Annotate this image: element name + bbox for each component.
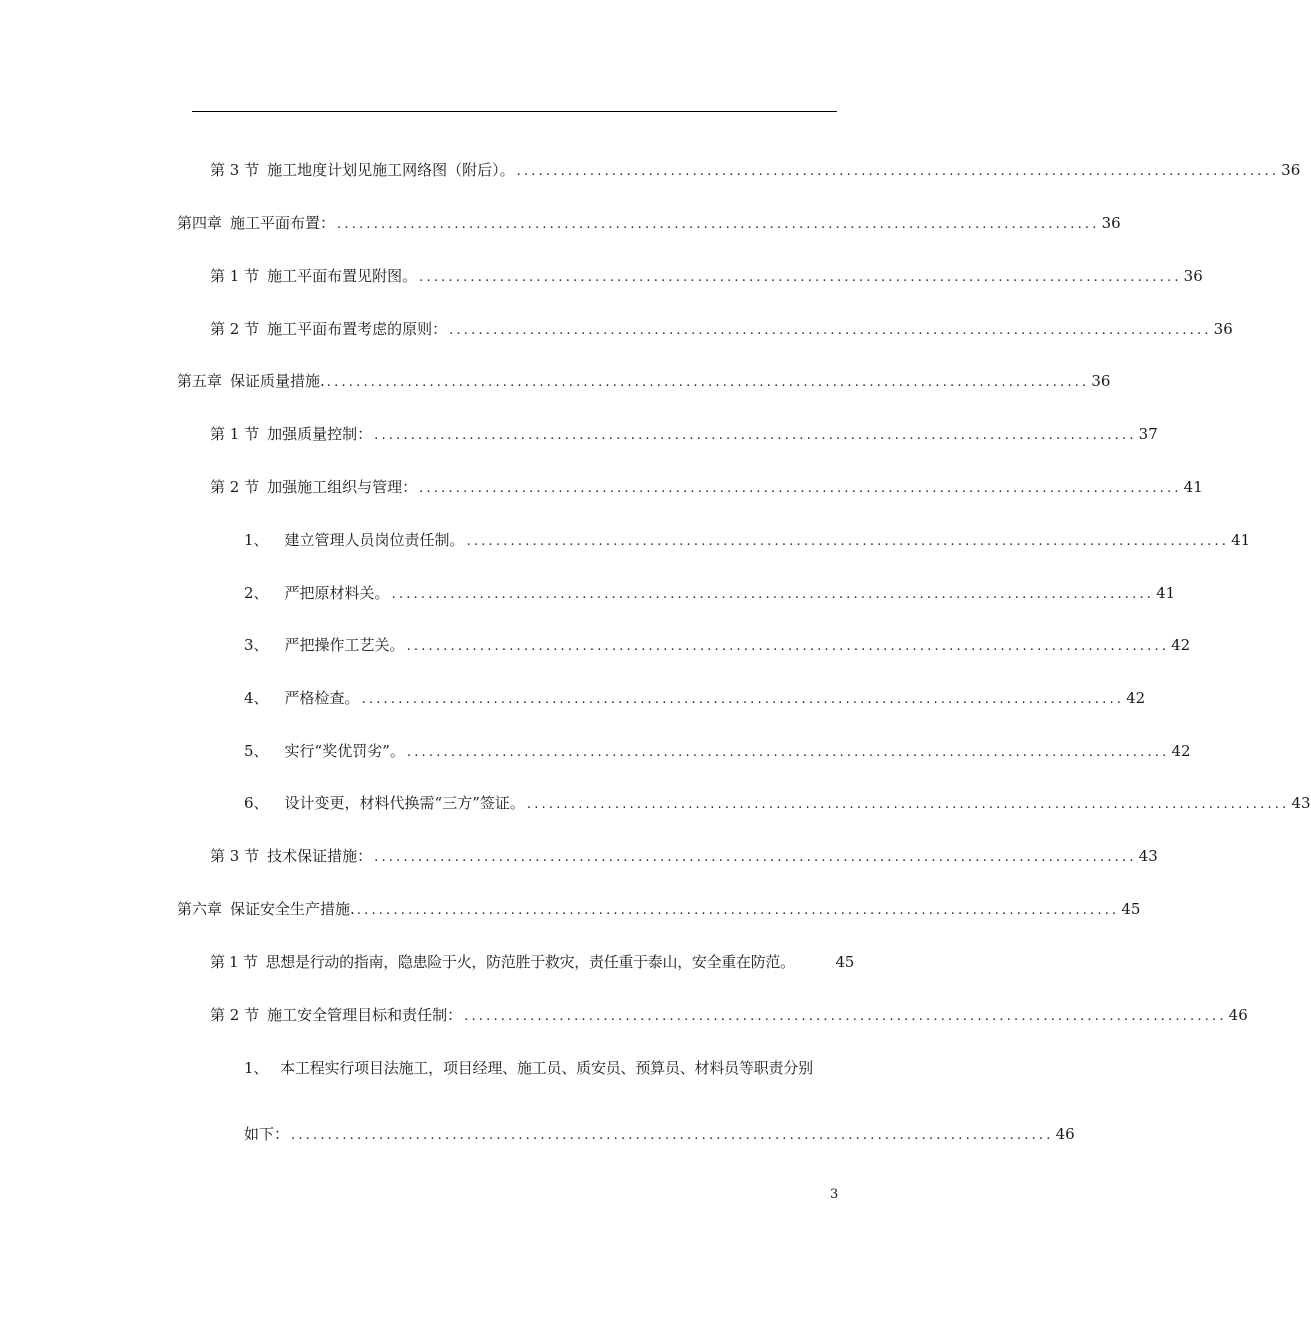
toc-page-number: 42 [1171, 742, 1191, 760]
toc-entry[interactable] [177, 898, 1141, 920]
toc-entry-title: 第六章 保证安全生产措施. [177, 900, 355, 918]
toc-entry-title: 6、 设计变更，材料代换需“三方”签证。 [244, 794, 525, 812]
toc-leader-dots: ........................................................................................................ [419, 481, 1182, 496]
toc-entry-title: 3、 严把操作工艺关。 [244, 636, 405, 654]
toc-page-number: 43 [1291, 794, 1311, 812]
toc-entry-title: 第 3 节 技术保证措施： [210, 847, 373, 865]
toc-leader-dots: ........................................................................................................ [291, 1128, 1054, 1143]
toc-page-number: 43 [1138, 847, 1158, 865]
toc-entry[interactable] [210, 951, 854, 973]
header-rule [192, 111, 837, 112]
toc-leader-dots: ........................................................................................................ [464, 1009, 1227, 1024]
toc-entry-title: 1、 建立管理人员岗位责任制。 [244, 531, 465, 549]
toc-entry[interactable] [244, 582, 1176, 604]
toc-entry[interactable] [210, 423, 1158, 445]
toc-page-number: 46 [1055, 1125, 1075, 1143]
toc-entry-title: 第五章 保证质量措施. [177, 372, 325, 390]
toc-page-number: 36 [1101, 214, 1121, 232]
toc-leader-dots: ........................................................................................................ [516, 164, 1280, 179]
toc-entry[interactable] [210, 318, 1233, 340]
toc-entry[interactable] [244, 792, 1311, 814]
toc-entry-title: 第四章 施工平面布置： [177, 214, 336, 232]
toc-entry[interactable] [210, 845, 1158, 867]
toc-leader-dots: ........................................................................................................ [356, 903, 1120, 918]
toc-page-number: 36 [1091, 372, 1111, 390]
toc-leader-dots: ........................................................................................................ [326, 375, 1090, 390]
toc-leader-dots: ........................................................................................................ [466, 534, 1230, 549]
toc-entry-title: 如下： [244, 1125, 290, 1143]
toc-leader-dots: ........................................................................................................ [337, 217, 1100, 232]
toc-page-number: 46 [1228, 1006, 1248, 1024]
toc-entry-title: 第 1 节 施工平面布置见附图。 [210, 267, 418, 285]
toc-entry-wrapped-line2[interactable] [244, 1123, 1075, 1145]
toc-leader-dots: ........................................................................................................ [406, 745, 1170, 760]
toc-entry-title: 第 2 节 加强施工组织与管理： [210, 478, 418, 496]
toc-entry[interactable] [210, 159, 1301, 181]
toc-page-number: 36 [1183, 267, 1203, 285]
toc-page-number: 41 [1183, 478, 1203, 496]
page-number: 3 [830, 1187, 839, 1202]
toc-entry-title: 本工程实行项目法施工，项目经理、施工员、质安员、预算员、材料员等职责分别 [280, 1059, 813, 1077]
toc-leader-dots: ........................................................................................................ [449, 323, 1212, 338]
toc-page-number: 36 [1213, 320, 1233, 338]
toc-page-number: 37 [1138, 425, 1158, 443]
toc-entry-title: 第 3 节 施工地度计划见施工网络图（附后）。 [210, 161, 515, 179]
toc-entry[interactable] [177, 370, 1111, 392]
toc-entry[interactable] [177, 212, 1121, 234]
toc-leader-dots: ........................................................................................................ [526, 797, 1290, 812]
toc-leader-dots: ........................................................................................................ [391, 587, 1155, 602]
toc-entry[interactable] [244, 529, 1251, 551]
toc-entry[interactable] [210, 265, 1203, 287]
toc-leader-dots: ........................................................................................................ [406, 639, 1170, 654]
toc-entry-number: 1、 [244, 1059, 269, 1077]
toc-page-number: 45 [835, 953, 854, 971]
toc-page-number: 42 [1126, 689, 1146, 707]
toc-leader-dots: ........................................................................................................ [361, 692, 1125, 707]
toc-entry[interactable] [210, 476, 1203, 498]
toc-entry-title: 4、 严格检查。 [244, 689, 360, 707]
toc-leader-dots: ........................................................................................................ [419, 270, 1182, 285]
toc-page-number: 41 [1156, 584, 1176, 602]
toc-entry[interactable] [210, 1004, 1248, 1026]
toc-entry-title: 第 1 节 思想是行动的指南，隐患险于火，防范胜于救灾，责任重于泰山，安全重在防范。 [210, 953, 795, 971]
toc-leader-dots: ........................................................................................................ [374, 850, 1137, 865]
toc-entry[interactable] [244, 687, 1146, 709]
toc-entry-wrapped-line1[interactable] [244, 1057, 854, 1079]
toc-leader-dots: ........................................................................................................ [374, 428, 1137, 443]
toc-entry-title: 5、 实行“奖优罚劣”。 [244, 742, 405, 760]
toc-page-number: 36 [1281, 161, 1301, 179]
toc-entry-title: 第 1 节 加强质量控制： [210, 425, 373, 443]
toc-entry-title: 第 2 节 施工安全管理目标和责任制： [210, 1006, 463, 1024]
toc-entry-title: 第 2 节 施工平面布置考虑的原则： [210, 320, 448, 338]
toc-entry[interactable] [244, 740, 1191, 762]
toc-page-number: 41 [1231, 531, 1251, 549]
toc-page-number: 45 [1121, 900, 1141, 918]
toc-entry[interactable] [244, 634, 1191, 656]
toc-page-number: 42 [1171, 636, 1191, 654]
toc-entry-title: 2、 严把原材料关。 [244, 584, 390, 602]
